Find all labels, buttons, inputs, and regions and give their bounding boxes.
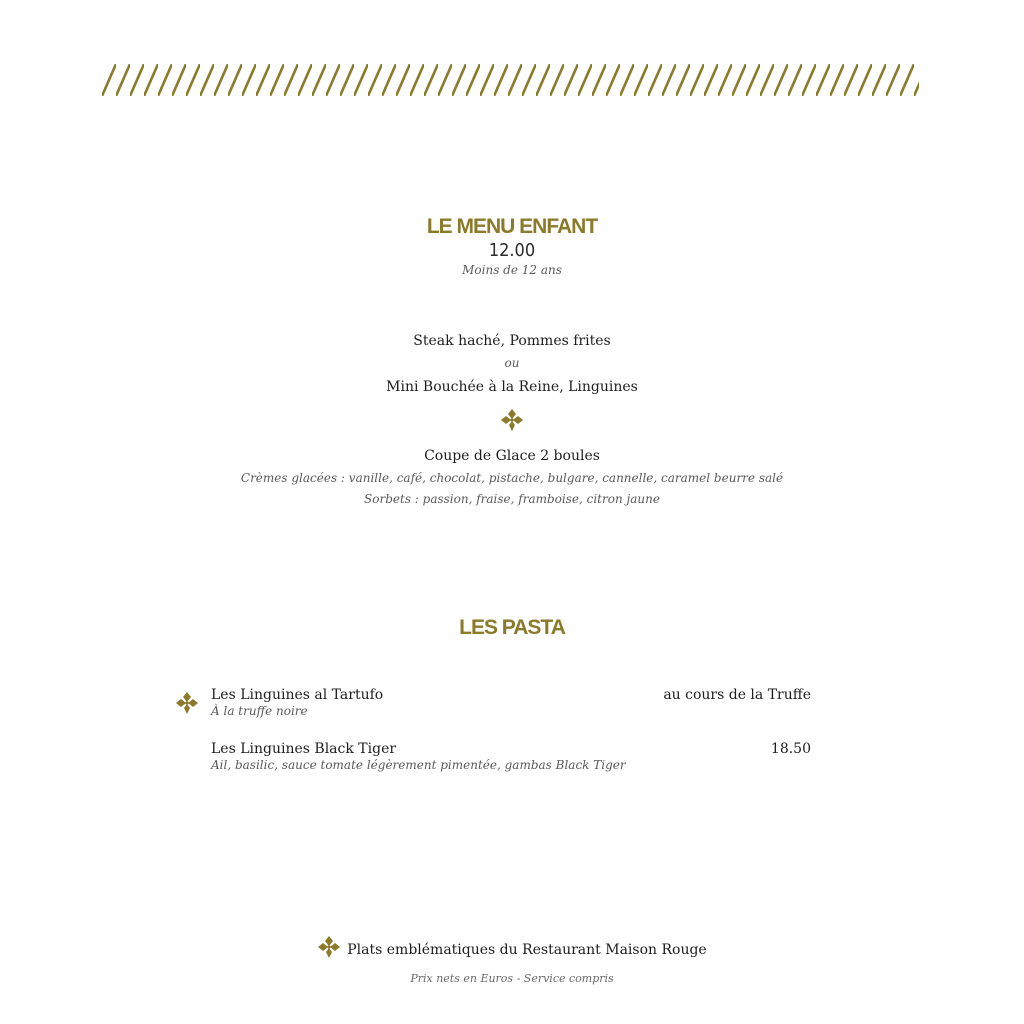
pasta-item-name: Les Linguines al Tartufo bbox=[211, 687, 384, 703]
pasta-item bbox=[211, 741, 811, 772]
pasta-item-desc: À la truffe noire bbox=[211, 704, 308, 718]
signature-ornament-icon bbox=[175, 691, 199, 715]
pasta-item-price: 18.50 bbox=[770, 741, 811, 757]
menu-enfant-price: 12.00 bbox=[488, 240, 536, 261]
signature-legend bbox=[0, 935, 1024, 959]
pasta-item-desc: Ail, basilic, sauce tomate légèrement pimentée, gambas Black Tiger bbox=[211, 758, 626, 772]
signature-legend-text: Plats emblématiques du Restaurant Maison Rouge bbox=[347, 942, 707, 958]
menu-enfant-title: LE MENU ENFANT bbox=[426, 215, 598, 238]
pasta-item-name: Les Linguines Black Tiger bbox=[211, 741, 397, 757]
legend-ornament-icon bbox=[317, 935, 341, 959]
prices-note: Prix nets en Euros - Service compris bbox=[410, 972, 614, 985]
fleur-ornament-icon bbox=[500, 408, 524, 432]
menu-enfant-or: ou bbox=[504, 356, 520, 370]
menu-enfant-dessert: Coupe de Glace 2 boules bbox=[424, 448, 600, 464]
menu-enfant-dessert-desc-2: Sorbets : passion, fraise, framboise, citron jaune bbox=[364, 492, 660, 506]
menu-enfant-choice-2: Mini Bouchée à la Reine, Linguines bbox=[386, 379, 638, 395]
menu-enfant-subtitle: Moins de 12 ans bbox=[462, 263, 562, 277]
menu-enfant-dessert-desc-1: Crèmes glacées : vanille, café, chocolat, pistache, bulgare, cannelle, caramel beurre salé bbox=[240, 471, 784, 485]
pasta-title: LES PASTA bbox=[459, 616, 565, 639]
menu-enfant-choice-1: Steak haché, Pommes frites bbox=[413, 333, 611, 349]
pasta-item-price: au cours de la Truffe bbox=[663, 687, 811, 703]
pasta-item bbox=[211, 687, 811, 718]
decorative-stripe-band bbox=[102, 64, 919, 96]
